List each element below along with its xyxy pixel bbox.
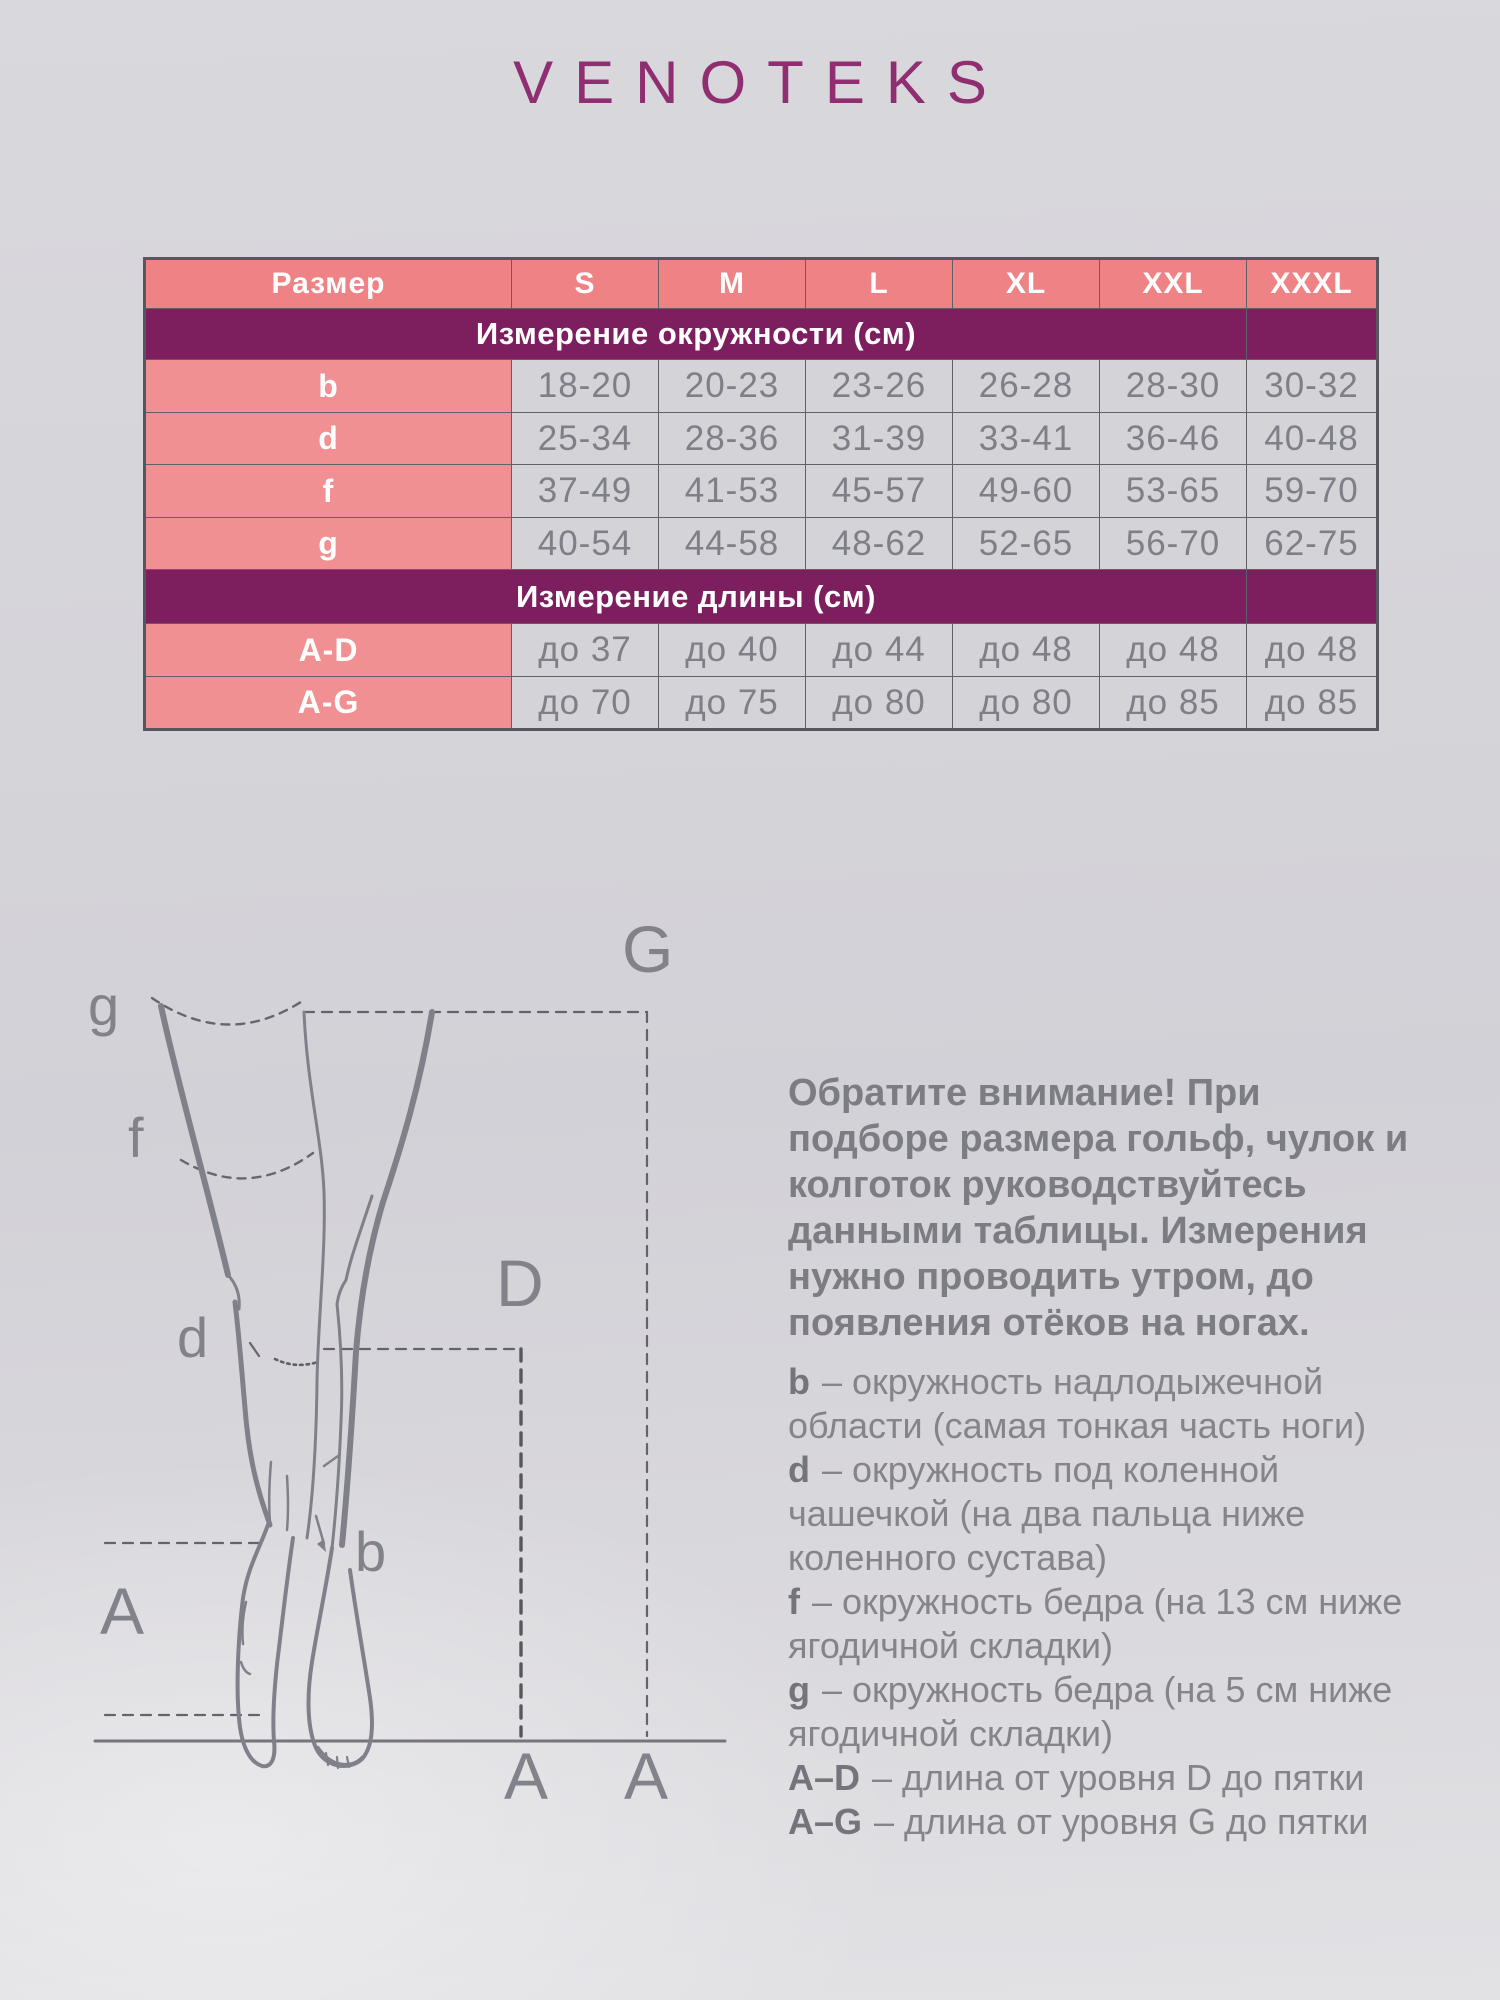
legs-outline <box>161 1006 432 1768</box>
knee-dotted-curve <box>275 1359 318 1365</box>
definition-text: – окружность бедра (на 13 см ниже ягодичной складки) <box>788 1581 1403 1666</box>
section-band-spacer <box>1247 570 1378 624</box>
cell-b-xxl: 28-30 <box>1100 360 1247 413</box>
header-size-l: L <box>806 259 953 309</box>
definition-text: – длина от уровня G до пятки <box>874 1801 1369 1842</box>
table-row-ag <box>145 677 1378 730</box>
diagram-label-a-side: A <box>100 1574 145 1648</box>
cell-g-s: 40-54 <box>512 518 659 570</box>
cell-d-xxxl: 40-48 <box>1247 413 1378 465</box>
b-arrow-head <box>317 1539 326 1552</box>
section-title-circumference: Измерение окружности (см) <box>145 309 1247 360</box>
definition-text: – длина от уровня D до пятки <box>872 1757 1365 1798</box>
cell-b-s: 18-20 <box>512 360 659 413</box>
definition-item-b <box>788 1360 1433 1448</box>
diagram-label-b: b <box>355 1520 387 1583</box>
cell-f-m: 41-53 <box>659 465 806 518</box>
definition-term: f <box>788 1581 800 1622</box>
cell-b-l: 23-26 <box>806 360 953 413</box>
diagram-label-d: d <box>177 1306 209 1369</box>
cell-g-xxxl: 62-75 <box>1247 518 1378 570</box>
definition-term: g <box>788 1669 810 1710</box>
table-row-ad <box>145 624 1378 677</box>
cell-ag-xxxl: до 85 <box>1247 677 1378 730</box>
cell-d-xl: 33-41 <box>953 413 1100 465</box>
diagram-label-a-bottom-right: A <box>624 1739 669 1813</box>
cell-g-m: 44-58 <box>659 518 806 570</box>
definition-item-ad <box>788 1756 1433 1800</box>
definition-item-ag <box>788 1800 1433 1844</box>
cell-d-s: 25-34 <box>512 413 659 465</box>
cell-f-s: 37-49 <box>512 465 659 518</box>
cell-f-xxl: 53-65 <box>1100 465 1247 518</box>
row-label-ag: A-G <box>145 677 512 730</box>
header-size-xxl: XXL <box>1100 259 1247 309</box>
table-header-row <box>145 259 1378 309</box>
table-row-g <box>145 518 1378 570</box>
cell-d-m: 28-36 <box>659 413 806 465</box>
cell-ag-m: до 75 <box>659 677 806 730</box>
definition-term: A–D <box>788 1757 861 1798</box>
definition-text: – окружность под коленной чашечкой (на два пальца ниже коленного сустава) <box>788 1449 1306 1578</box>
cell-ad-l: до 44 <box>806 624 953 677</box>
diagram-label-f: f <box>128 1106 144 1169</box>
cell-b-m: 20-23 <box>659 360 806 413</box>
cell-ad-m: до 40 <box>659 624 806 677</box>
row-label-d: d <box>145 413 512 465</box>
diagram-label-g: g <box>88 974 120 1037</box>
cell-b-xxxl: 30-32 <box>1247 360 1378 413</box>
attention-note: Обратите внимание! При подборе размера гольф, чулок и колготок руководствуйтесь данными таблицы. Измерения нужно проводить утром, до появления отёков на ногах. <box>788 1072 1409 1344</box>
cell-g-l: 48-62 <box>806 518 953 570</box>
definition-item-d <box>788 1448 1433 1580</box>
cell-d-l: 31-39 <box>806 413 953 465</box>
definition-item-f <box>788 1580 1433 1668</box>
row-label-g: g <box>145 518 512 570</box>
table-row-b <box>145 360 1378 413</box>
cell-ad-xxl: до 48 <box>1100 624 1247 677</box>
cell-ad-xl: до 48 <box>953 624 1100 677</box>
cell-ad-xxxl: до 48 <box>1247 624 1378 677</box>
definition-item-g <box>788 1668 1433 1756</box>
section-title-length: Измерение длины (см) <box>145 570 1247 624</box>
section-band-spacer <box>1247 309 1378 360</box>
cell-g-xxl: 56-70 <box>1100 518 1247 570</box>
circumference-curves <box>152 998 313 1178</box>
definition-term: d <box>788 1449 810 1490</box>
table-row-d <box>145 413 1378 465</box>
cell-b-xl: 26-28 <box>953 360 1100 413</box>
row-label-b: b <box>145 360 512 413</box>
definition-text: – окружность надлодыжечной области (самая тонкая часть ноги) <box>788 1361 1367 1446</box>
leg-measurement-diagram <box>60 900 760 1850</box>
diagram-label-d-level: D <box>496 1246 544 1320</box>
cell-f-xxxl: 59-70 <box>1247 465 1378 518</box>
header-size-xl: XL <box>953 259 1100 309</box>
size-table <box>143 257 1379 731</box>
cell-f-l: 45-57 <box>806 465 953 518</box>
definition-text: – окружность бедра (на 5 см ниже ягодичной складки) <box>788 1669 1393 1754</box>
cell-ag-l: до 80 <box>806 677 953 730</box>
cell-g-xl: 52-65 <box>953 518 1100 570</box>
table-row-f <box>145 465 1378 518</box>
row-label-ad: A-D <box>145 624 512 677</box>
definition-term: b <box>788 1361 810 1402</box>
header-size-xxxl: XXXL <box>1247 259 1378 309</box>
diagram-label-a-bottom-left: A <box>504 1739 549 1813</box>
section-band-length <box>145 570 1378 624</box>
header-size-s: S <box>512 259 659 309</box>
cell-ag-xl: до 80 <box>953 677 1100 730</box>
cell-d-xxl: 36-46 <box>1100 413 1247 465</box>
definition-term: A–G <box>788 1801 863 1842</box>
knee-tick <box>250 1343 259 1356</box>
cell-ag-s: до 70 <box>512 677 659 730</box>
measurement-definitions <box>788 1360 1433 1844</box>
section-band-circumference <box>145 309 1378 360</box>
header-size-label: Размер <box>145 259 512 309</box>
header-size-m: M <box>659 259 806 309</box>
diagram-label-g-level: G <box>622 912 674 986</box>
row-label-f: f <box>145 465 512 518</box>
cell-ad-s: до 37 <box>512 624 659 677</box>
cell-ag-xxl: до 85 <box>1100 677 1247 730</box>
cell-f-xl: 49-60 <box>953 465 1100 518</box>
b-arrow-line <box>316 1516 324 1544</box>
brand-logo: VENOTEKS <box>513 49 1008 116</box>
